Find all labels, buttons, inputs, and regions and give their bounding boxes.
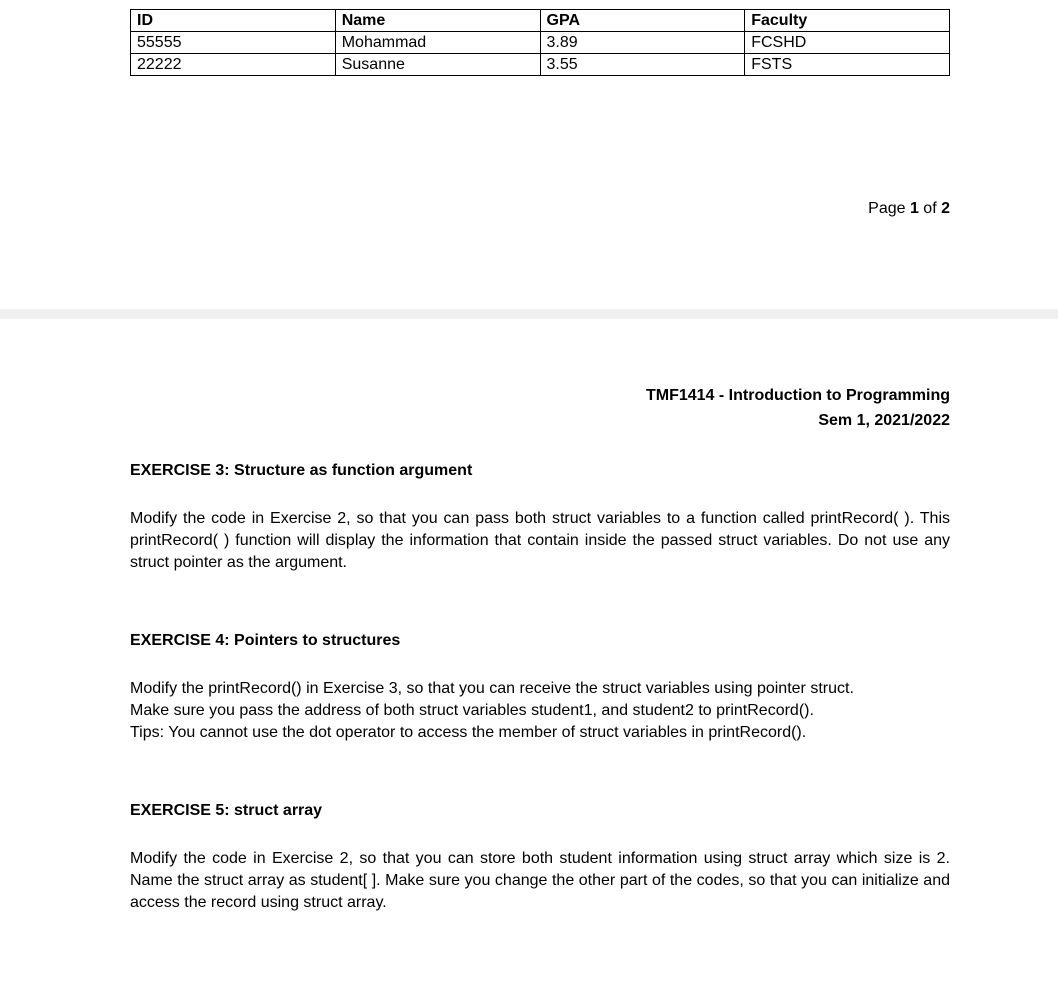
cell-faculty: FCSHD	[745, 32, 950, 54]
page-1-bottom	[0, 0, 1058, 309]
page-number-current: 1	[909, 200, 919, 217]
cell-id: 22222	[131, 54, 336, 76]
cell-id: 55555	[131, 32, 336, 54]
semester-label: Sem 1, 2021/2022	[818, 412, 950, 429]
exercise-4-line: Tips: You cannot use the dot operator to access the member of struct variables in printRecord().	[130, 724, 807, 741]
table-row	[131, 32, 950, 54]
cell-name: Mohammad	[335, 32, 540, 54]
column-header-gpa: GPA	[540, 10, 745, 32]
exercise-3-body: Modify the code in Exercise 2, so that you can pass both struct variables to a function called printRecord( ). This printRecord( ) function will display the information that contain inside the passed struct variables. Do not use any struct pointer as the argument.	[130, 510, 950, 571]
page-separator	[0, 309, 1058, 319]
cell-name: Susanne	[335, 54, 540, 76]
page-number-total: 2	[941, 200, 950, 217]
exercise-4-body	[130, 678, 950, 744]
exercise-4-line: Make sure you pass the address of both struct variables student1, and student2 to printRecord().	[130, 702, 814, 719]
column-header-id: ID	[131, 10, 336, 32]
exercise-4-line: Modify the printRecord() in Exercise 3, so that you can receive the struct variables using pointer struct.	[130, 680, 854, 697]
table-header-row	[131, 10, 950, 32]
cell-gpa: 3.55	[540, 54, 745, 76]
table-row	[131, 54, 950, 76]
page-number-prefix: Page	[868, 200, 910, 217]
column-header-faculty: Faculty	[745, 10, 950, 32]
exercise-5-body: Modify the code in Exercise 2, so that you can store both student information using struct array which size is 2. Name the struct array as student[ ]. Make sure you change the other part of the codes, so that you can initialize and access the record using struct array.	[130, 850, 950, 911]
exercise-4-title: EXERCISE 4: Pointers to structures	[130, 632, 401, 649]
student-records-table	[130, 9, 950, 76]
course-title: TMF1414 - Introduction to Programming	[645, 387, 950, 404]
cell-gpa: 3.89	[540, 32, 745, 54]
exercise-5-title: EXERCISE 5: struct array	[130, 802, 323, 819]
column-header-name: Name	[335, 10, 540, 32]
exercise-3-title: EXERCISE 3: Structure as function argument	[130, 462, 473, 479]
page-number	[868, 200, 950, 218]
page-number-middle: of	[918, 200, 942, 217]
page-2-top	[0, 319, 1058, 981]
cell-faculty: FSTS	[745, 54, 950, 76]
course-header	[646, 383, 950, 433]
